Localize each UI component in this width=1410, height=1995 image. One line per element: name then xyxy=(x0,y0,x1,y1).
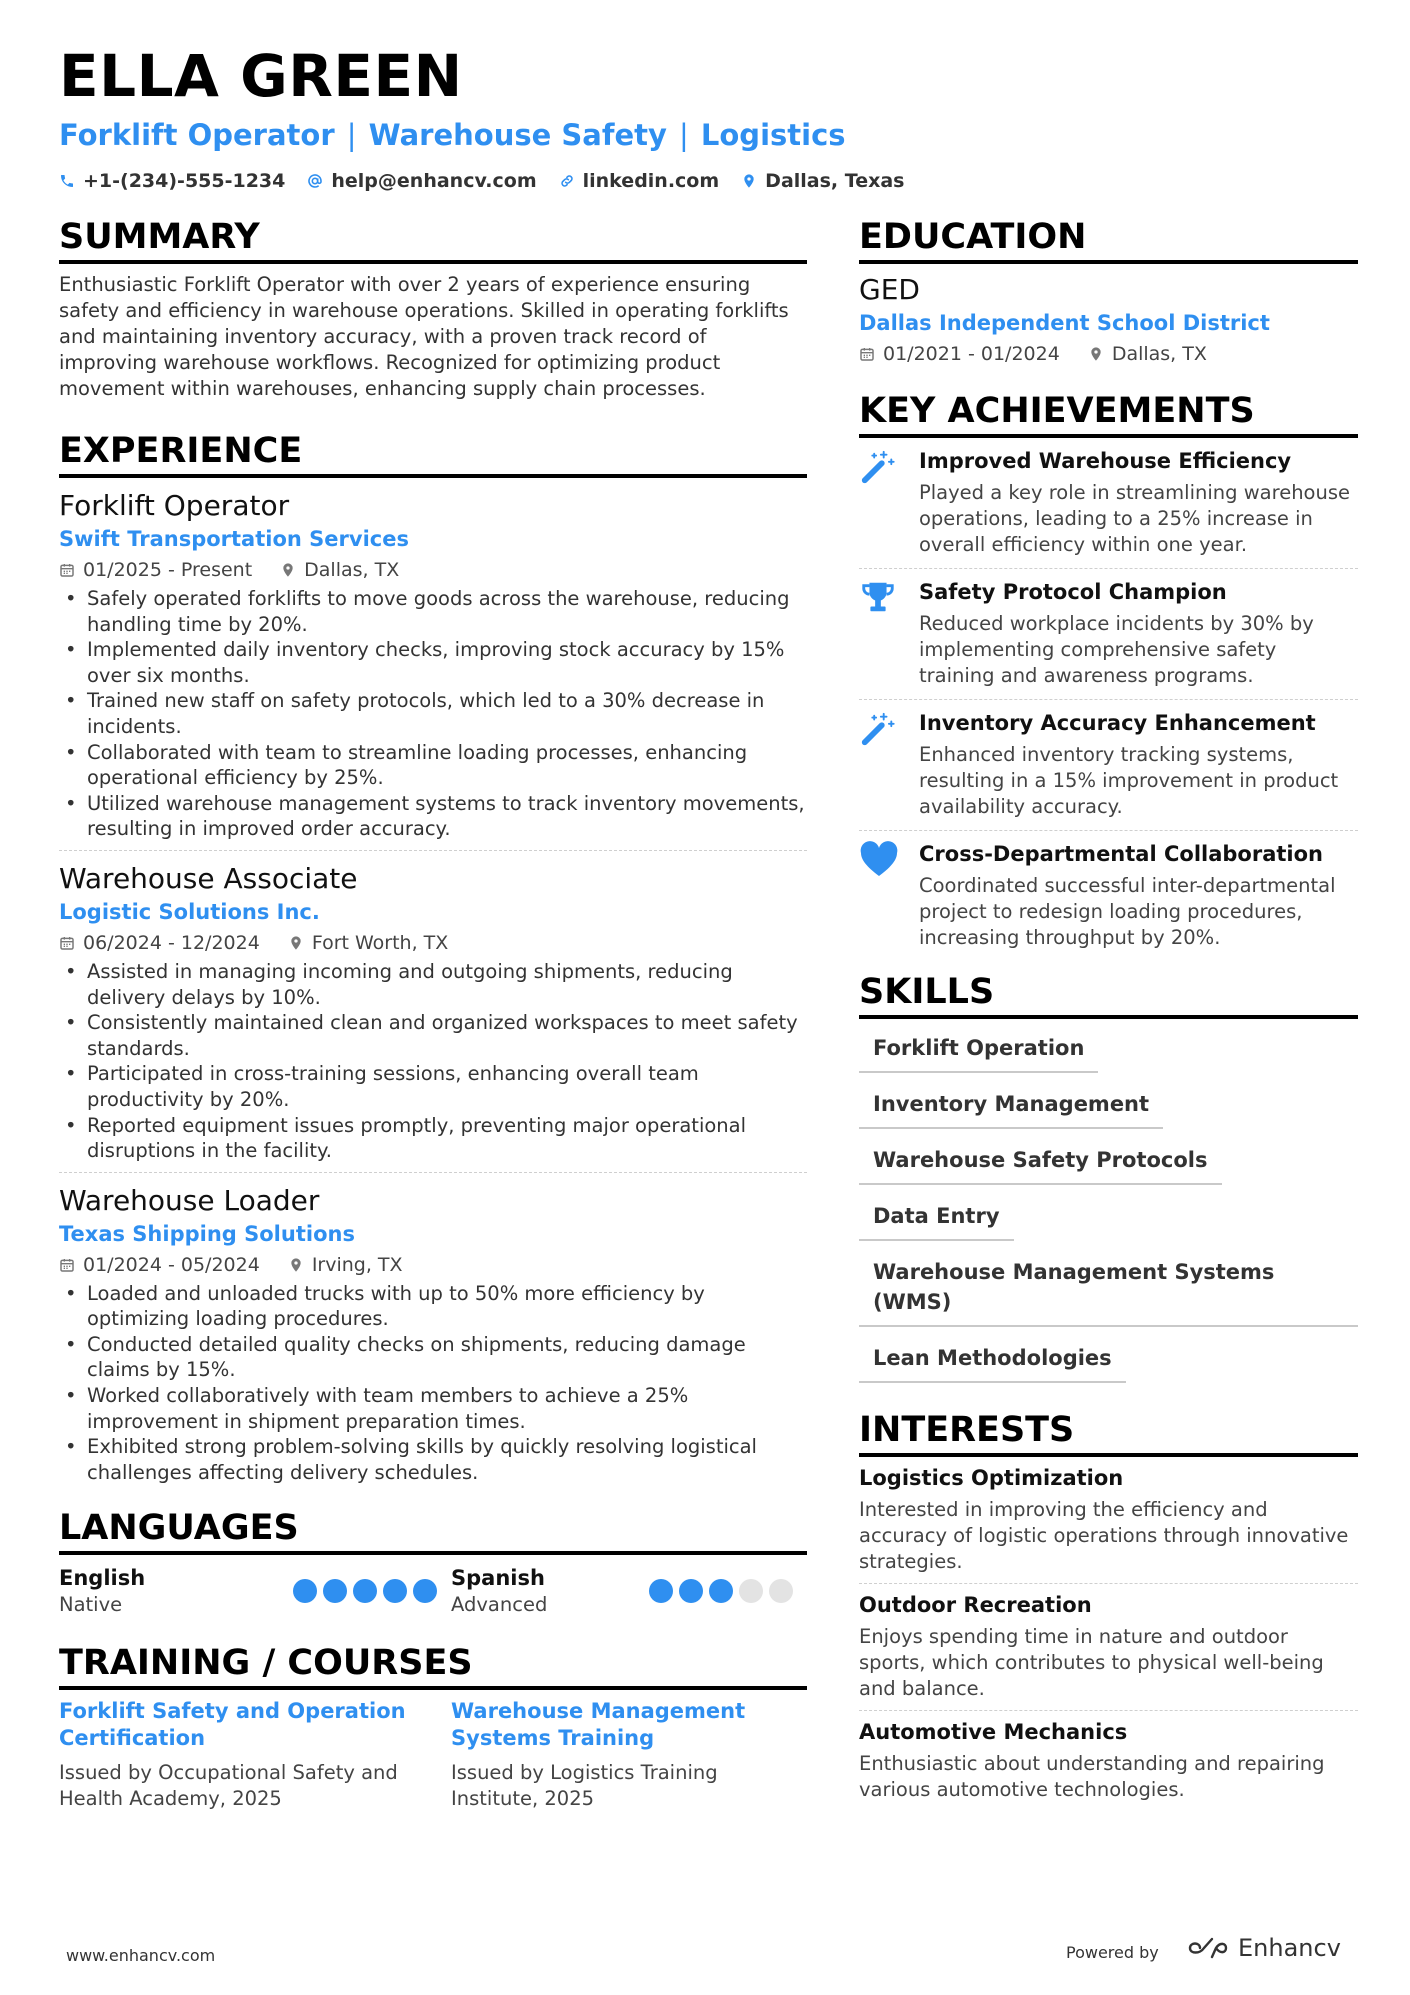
headline-part: Forklift Operator xyxy=(59,118,335,152)
language-name: Spanish xyxy=(451,1566,545,1591)
headline xyxy=(59,118,846,152)
headline-part: Logistics xyxy=(700,118,846,152)
job-dates-text: 06/2024 - 12/2024 xyxy=(83,931,260,954)
bullet-item: • Loaded and unloaded trucks with up to 50% more efficiency by optimizing loading procedures. xyxy=(59,1281,807,1332)
job-location xyxy=(288,1251,403,1279)
interest-description: Enthusiastic about understanding and repairing various automotive technologies. xyxy=(859,1752,1325,1801)
location-text: Dallas, Texas xyxy=(765,170,905,192)
job-dates xyxy=(59,929,260,957)
language-level: Native xyxy=(59,1593,123,1617)
experience-heading: EXPERIENCE xyxy=(59,430,807,478)
location-pin-icon xyxy=(288,935,304,951)
calendar-icon xyxy=(859,346,875,362)
contact-email[interactable] xyxy=(307,170,536,192)
job-bullets xyxy=(59,959,807,1164)
phone-icon xyxy=(59,173,75,189)
summary-text: Enthusiastic Forklift Operator with over 2 years of experience ensuring safety and efficiency in warehouse operations. Skilled in operating forklifts and maintaining inventory accuracy, with a proven track record of improving warehouse workflows. Recognized for optimizing product movement within warehouses, enhancing supply chain processes. xyxy=(59,273,789,400)
summary-heading: SUMMARY xyxy=(59,216,807,264)
rating-dot-empty xyxy=(769,1579,793,1603)
education-dates-text: 01/2021 - 01/2024 xyxy=(883,343,1060,365)
job-meta xyxy=(59,556,807,584)
company-name: Texas Shipping Solutions xyxy=(59,1221,355,1246)
achievement-title: Safety Protocol Champion xyxy=(919,580,1227,604)
location-pin-icon xyxy=(741,173,757,189)
training-list xyxy=(59,1698,807,1812)
powered-by-label: Powered by xyxy=(1066,1943,1159,1962)
interest-title: Outdoor Recreation xyxy=(859,1593,1092,1617)
job-dates xyxy=(59,556,252,584)
bullet-item: • Conducted detailed quality checks on shipments, reducing damage claims by 15%. xyxy=(59,1332,807,1383)
job-location xyxy=(288,929,448,957)
achievement-title: Cross-Departmental Collaboration xyxy=(919,842,1323,866)
education-location-text: Dallas, TX xyxy=(1111,343,1207,365)
contact-location xyxy=(741,170,904,192)
contact-linkedin[interactable] xyxy=(559,170,720,192)
achievement-item xyxy=(859,830,1358,961)
skill-tag: Inventory Management xyxy=(859,1087,1163,1129)
right-column xyxy=(859,216,1358,1811)
achievement-item xyxy=(859,568,1358,699)
brand-logo[interactable] xyxy=(1186,1934,1341,1962)
headline-separator: | xyxy=(679,118,689,152)
rating-dot-filled xyxy=(293,1579,317,1603)
bullet-item: • Implemented daily inventory checks, improving stock accuracy by 15% over six months. xyxy=(59,637,807,688)
phone-text: +1-(234)-555-1234 xyxy=(83,170,286,192)
languages-list xyxy=(59,1565,807,1618)
course-name: Forklift Safety and Operation Certification xyxy=(59,1699,406,1751)
email-text: help@enhancv.com xyxy=(331,170,537,192)
course-description: Issued by Logistics Training Institute, 2025 xyxy=(451,1761,718,1811)
education-meta xyxy=(859,340,1358,368)
achievement-icon-slot xyxy=(859,446,903,558)
candidate-name: ELLA GREEN xyxy=(59,42,463,110)
achievement-description: Enhanced inventory tracking systems, resulting in a 15% improvement in product availability accuracy. xyxy=(919,743,1339,818)
company-name: Swift Transportation Services xyxy=(59,527,409,551)
calendar-icon xyxy=(59,1257,75,1273)
language-item xyxy=(59,1565,451,1618)
skills-list xyxy=(859,1031,1358,1383)
footer-url[interactable]: www.enhancv.com xyxy=(66,1946,216,1965)
job-location-text: Irving, TX xyxy=(311,1253,403,1276)
job-meta xyxy=(59,1251,807,1279)
language-name: English xyxy=(59,1566,146,1591)
language-rating xyxy=(293,1579,437,1618)
education-location xyxy=(1088,340,1207,368)
rating-dot-empty xyxy=(739,1579,763,1603)
interest-title: Automotive Mechanics xyxy=(859,1720,1128,1744)
education-school: Dallas Independent School District xyxy=(859,311,1270,335)
magic-wand-icon xyxy=(859,448,897,486)
location-pin-icon xyxy=(288,1257,304,1273)
education-heading: EDUCATION xyxy=(859,216,1358,264)
job-title: Warehouse Associate xyxy=(59,861,358,895)
bullet-item: • Exhibited strong problem-solving skills by quickly resolving logistical challenges affecting delivery schedules. xyxy=(59,1434,807,1485)
interest-item xyxy=(859,1583,1358,1710)
training-heading: TRAINING / COURSES xyxy=(59,1642,807,1690)
experience-entry xyxy=(59,1172,807,1494)
skill-tag: Data Entry xyxy=(859,1199,1014,1241)
interest-item xyxy=(859,1457,1358,1583)
achievement-icon-slot xyxy=(859,708,903,820)
interest-title: Logistics Optimization xyxy=(859,1466,1124,1490)
bullet-item: • Safely operated forklifts to move goods across the warehouse, reducing handling time by 20%. xyxy=(59,586,807,637)
job-location xyxy=(280,556,399,584)
achievement-title: Improved Warehouse Efficiency xyxy=(919,449,1292,473)
bullet-item: • Utilized warehouse management systems to track inventory movements, resulting in improved order accuracy. xyxy=(59,791,807,842)
skill-tag: Warehouse Management Systems (WMS) xyxy=(859,1255,1358,1327)
location-pin-icon xyxy=(280,562,296,578)
rating-dot-filled xyxy=(353,1579,377,1603)
job-title: Forklift Operator xyxy=(59,489,290,522)
achievement-description: Played a key role in streamlining warehouse operations, leading to a 25% increase in overall efficiency within one year. xyxy=(919,481,1350,556)
language-item xyxy=(451,1565,807,1618)
rating-dot-filled xyxy=(383,1579,407,1603)
bullet-item: • Reported equipment issues promptly, preventing major operational disruptions in the facility. xyxy=(59,1113,807,1164)
bullet-item: • Trained new staff on safety protocols, which led to a 30% decrease in incidents. xyxy=(59,688,807,739)
job-meta xyxy=(59,929,807,957)
achievement-icon-slot xyxy=(859,577,903,689)
achievement-description: Reduced workplace incidents by 30% by implementing comprehensive safety training and awareness programs. xyxy=(919,612,1314,687)
at-icon xyxy=(307,173,323,189)
bullet-item: • Collaborated with team to streamline loading processes, enhancing operational efficiency by 25%. xyxy=(59,740,807,791)
course-name: Warehouse Management Systems Training xyxy=(451,1699,746,1751)
language-rating xyxy=(649,1579,793,1618)
brand-name: Enhancv xyxy=(1238,1934,1341,1962)
achievement-item xyxy=(859,699,1358,830)
rating-dot-filled xyxy=(323,1579,347,1603)
course-item xyxy=(451,1698,807,1812)
job-title: Warehouse Loader xyxy=(59,1183,320,1217)
course-item xyxy=(59,1698,451,1812)
achievement-icon-slot xyxy=(859,839,903,951)
job-bullets xyxy=(59,586,807,842)
linkedin-text: linkedin.com xyxy=(582,170,720,192)
headline-part: Warehouse Safety xyxy=(368,118,667,152)
skills-heading: SKILLS xyxy=(859,971,1358,1019)
bullet-item: • Consistently maintained clean and organized workspaces to meet safety standards. xyxy=(59,1010,807,1061)
skill-tag: Lean Methodologies xyxy=(859,1341,1126,1383)
contact-phone[interactable] xyxy=(59,170,285,192)
achievement-title: Inventory Accuracy Enhancement xyxy=(919,711,1316,735)
calendar-icon xyxy=(59,935,75,951)
interests-heading: INTERESTS xyxy=(859,1409,1358,1457)
company-name: Logistic Solutions Inc. xyxy=(59,899,320,924)
course-description: Issued by Occupational Safety and Health Academy, 2025 xyxy=(59,1761,398,1811)
achievements-heading: KEY ACHIEVEMENTS xyxy=(859,390,1358,438)
magic-wand-icon xyxy=(859,710,897,748)
rating-dot-filled xyxy=(413,1579,437,1603)
heart-icon xyxy=(859,841,899,879)
left-column xyxy=(59,216,807,1812)
headline-separator: | xyxy=(346,118,357,152)
language-level: Advanced xyxy=(451,1593,548,1617)
education-dates xyxy=(859,340,1060,368)
achievement-description: Coordinated successful inter-departmental project to redesign loading procedures, increasing throughput by 20%. xyxy=(919,874,1336,949)
rating-dot-filled xyxy=(709,1579,733,1603)
achievement-item xyxy=(859,438,1358,568)
job-location-text: Fort Worth, TX xyxy=(311,931,449,954)
experience-entry xyxy=(59,850,807,1172)
skill-tag: Warehouse Safety Protocols xyxy=(859,1143,1222,1185)
interest-description: Interested in improving the efficiency and accuracy of logistic operations through innovative strategies. xyxy=(859,1498,1349,1573)
job-dates-text: 01/2025 - Present xyxy=(83,559,253,581)
calendar-icon xyxy=(59,562,75,578)
job-dates xyxy=(59,1251,260,1279)
bullet-item: • Worked collaboratively with team members to achieve a 25% improvement in shipment preparation times. xyxy=(59,1383,807,1434)
location-pin-icon xyxy=(1088,346,1104,362)
trophy-icon xyxy=(859,579,897,617)
link-icon xyxy=(559,173,575,189)
job-bullets xyxy=(59,1281,807,1486)
job-location-text: Dallas, TX xyxy=(304,559,400,581)
job-dates-text: 01/2024 - 05/2024 xyxy=(83,1253,260,1276)
rating-dot-filled xyxy=(679,1579,703,1603)
bullet-item: • Participated in cross-training sessions, enhancing overall team productivity by 20%. xyxy=(59,1061,807,1112)
rating-dot-filled xyxy=(649,1579,673,1603)
enhancv-logo-icon xyxy=(1186,1935,1230,1961)
experience-entry xyxy=(59,478,807,850)
interest-item xyxy=(859,1710,1358,1811)
bullet-item: • Assisted in managing incoming and outgoing shipments, reducing delivery delays by 10%. xyxy=(59,959,807,1010)
languages-heading: LANGUAGES xyxy=(59,1507,807,1555)
education-degree: GED xyxy=(859,273,920,306)
interest-description: Enjoys spending time in nature and outdoor sports, which contributes to physical well-being and balance. xyxy=(859,1625,1324,1700)
skill-tag: Forklift Operation xyxy=(859,1031,1098,1073)
contact-bar xyxy=(59,170,904,192)
